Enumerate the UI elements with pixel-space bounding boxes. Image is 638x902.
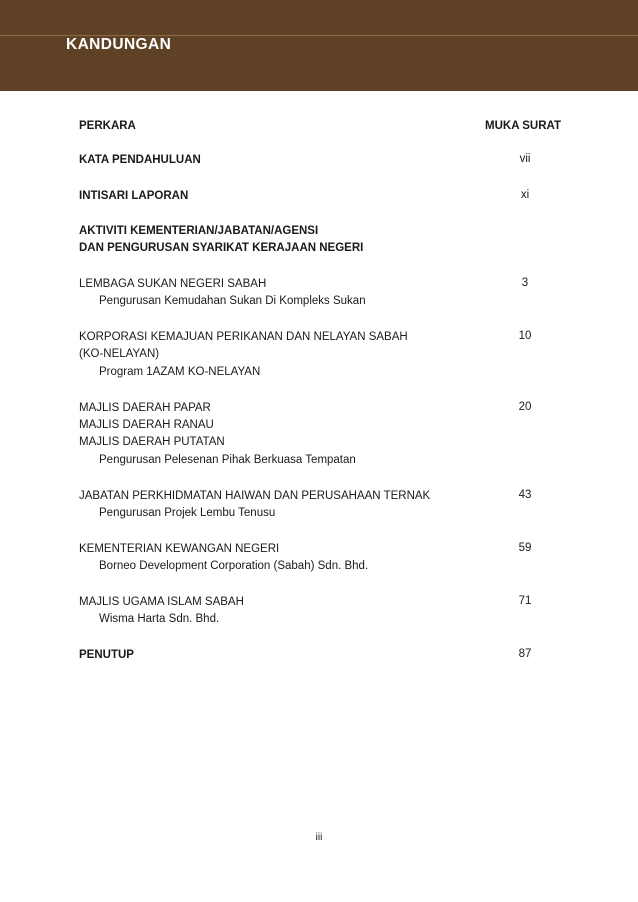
page-number-lembaga-sukan: 3 — [521, 277, 529, 289]
toc-entry-korporasi-line-2: (KO-NELAYAN) — [79, 348, 160, 360]
toc-subentry-majlis-daerah[interactable]: Pengurusan Pelesenan Pihak Berkuasa Tempatan — [99, 454, 356, 466]
page-number-majlis-ugama: 71 — [518, 595, 532, 607]
toc-subentry-lembaga-sukan[interactable]: Pengurusan Kemudahan Sukan Di Kompleks Sukan — [99, 295, 366, 307]
toc-entry-penutup[interactable]: PENUTUP — [79, 649, 134, 661]
toc-entry-kementerian-kewangan[interactable]: KEMENTERIAN KEWANGAN NEGERI — [79, 543, 280, 555]
page-title: KANDUNGAN — [66, 36, 172, 53]
toc-entry-majlis-daerah-papar[interactable]: MAJLIS DAERAH PAPAR — [79, 402, 211, 414]
column-header-item: PERKARA — [79, 120, 136, 132]
toc-entry-kata-pendahuluan[interactable]: KATA PENDAHULUAN — [79, 154, 201, 166]
page-number-kementerian-kewangan: 59 — [518, 542, 532, 554]
toc-subentry-kementerian-kewangan[interactable]: Borneo Development Corporation (Sabah) Sdn. Bhd. — [99, 560, 369, 572]
column-header-page: MUKA SURAT — [485, 120, 562, 132]
page-number-majlis-daerah: 20 — [518, 401, 532, 413]
toc-subentry-majlis-ugama[interactable]: Wisma Harta Sdn. Bhd. — [99, 613, 220, 625]
toc-entry-jabatan-haiwan[interactable]: JABATAN PERKHIDMATAN HAIWAN DAN PERUSAHAAN TERNAK — [79, 490, 431, 502]
toc-subentry-korporasi[interactable]: Program 1AZAM KO-NELAYAN — [99, 366, 261, 378]
toc-entry-majlis-daerah-ranau[interactable]: MAJLIS DAERAH RANAU — [79, 419, 214, 431]
page-number-korporasi: 10 — [518, 330, 532, 342]
toc-entry-intisari-laporan[interactable]: INTISARI LAPORAN — [79, 190, 189, 202]
section-heading-line-1: AKTIVITI KEMENTERIAN/JABATAN/AGENSI — [79, 225, 319, 237]
section-heading-line-2: DAN PENGURUSAN SYARIKAT KERAJAAN NEGERI — [79, 242, 364, 254]
toc-entry-lembaga-sukan[interactable]: LEMBAGA SUKAN NEGERI SABAH — [79, 278, 267, 290]
page-number-kata-pendahuluan: vii — [519, 153, 531, 165]
toc-entry-majlis-daerah-putatan[interactable]: MAJLIS DAERAH PUTATAN — [79, 436, 225, 448]
footer-page-number: iii — [315, 832, 323, 843]
toc-subentry-jabatan-haiwan[interactable]: Pengurusan Projek Lembu Tenusu — [99, 507, 276, 519]
page-number-jabatan-haiwan: 43 — [518, 489, 532, 501]
header-banner — [0, 0, 638, 91]
toc-entry-korporasi[interactable]: KORPORASI KEMAJUAN PERIKANAN DAN NELAYAN SABAH — [79, 331, 408, 343]
page-number-intisari-laporan: xi — [520, 189, 530, 201]
page-number-penutup: 87 — [518, 648, 532, 660]
toc-entry-majlis-ugama[interactable]: MAJLIS UGAMA ISLAM SABAH — [79, 596, 244, 608]
